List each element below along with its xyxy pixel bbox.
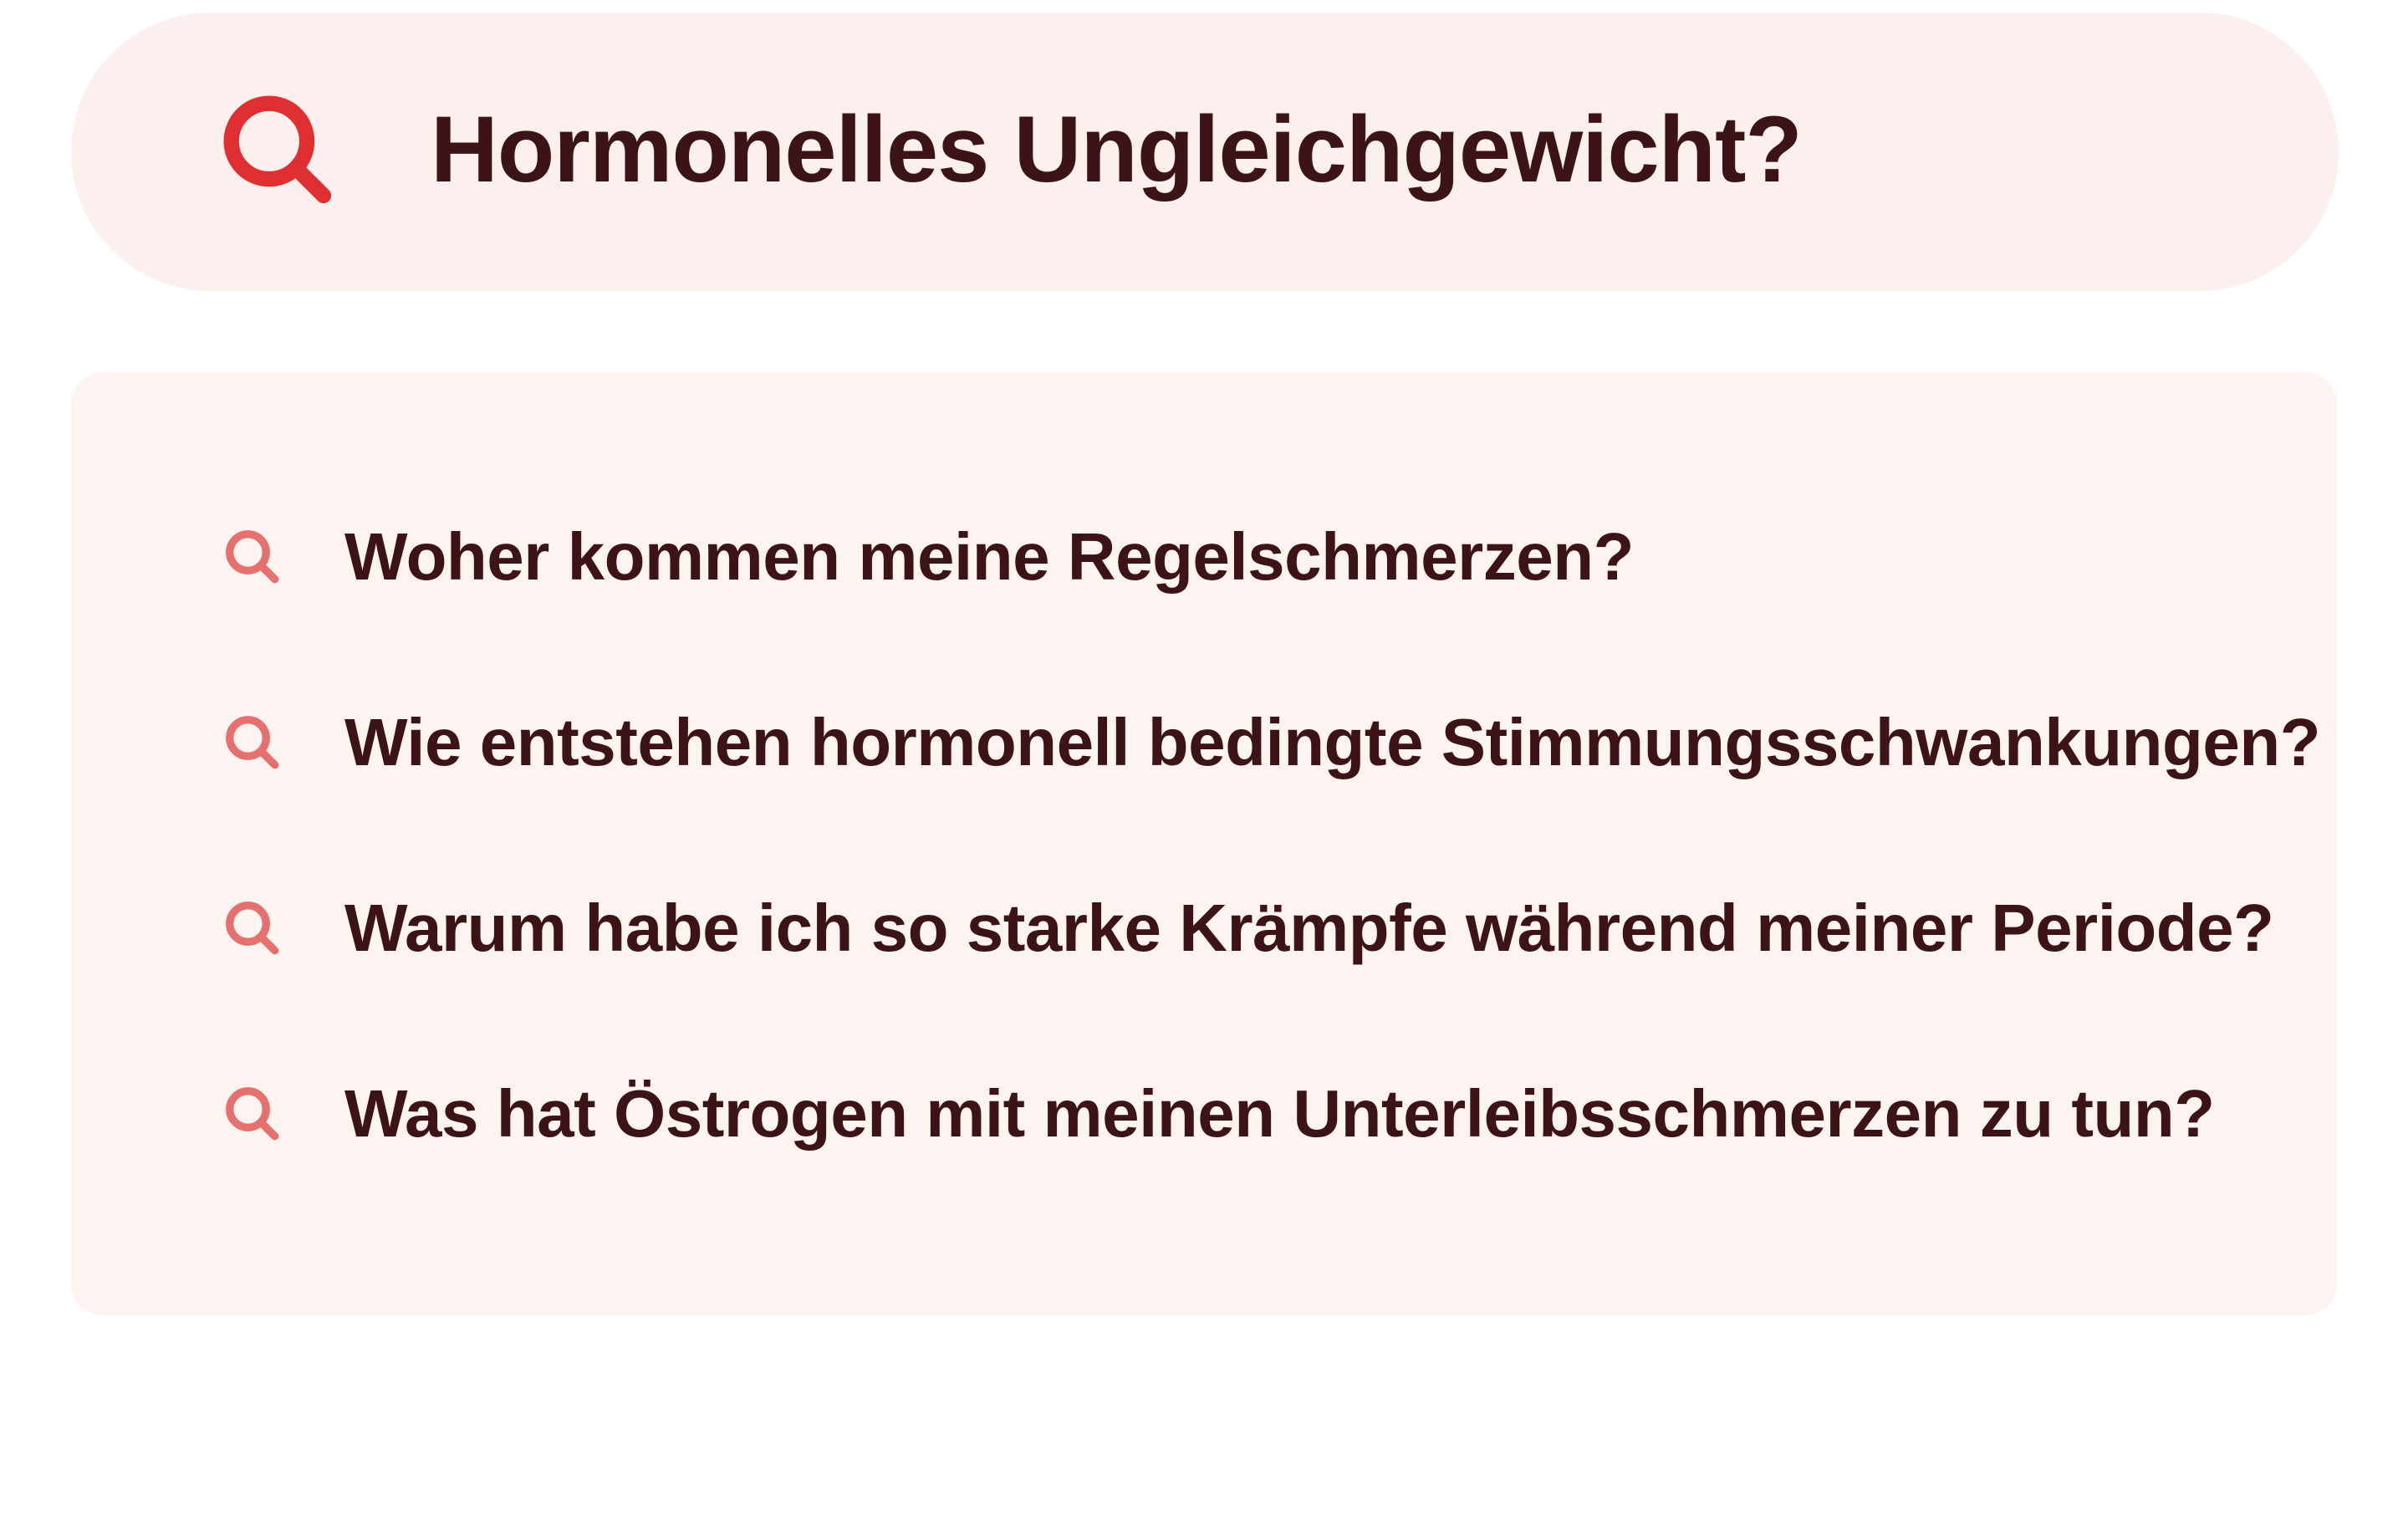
suggestion-item[interactable] xyxy=(224,1078,2287,1153)
search-icon[interactable] xyxy=(222,94,339,211)
search-icon xyxy=(224,529,284,589)
search-icon xyxy=(224,900,284,960)
suggestion-item[interactable] xyxy=(224,521,2287,596)
search-icon xyxy=(224,714,284,774)
suggestion-label: Warum habe ich so starke Krämpfe während meiner Periode? xyxy=(344,891,2274,965)
suggestion-label: Was hat Östrogen mit meinen Unterleibsschmerzen zu tun? xyxy=(344,1076,2215,1151)
suggestion-item[interactable] xyxy=(224,705,2321,782)
search-query-text: Hormonelles Ungleichgewicht? xyxy=(431,96,1802,202)
search-input[interactable] xyxy=(71,13,2339,291)
suggestion-item[interactable] xyxy=(224,892,2287,968)
suggestion-label: Woher kommen meine Regelschmerzen? xyxy=(344,519,1634,594)
search-icon xyxy=(224,1085,284,1146)
suggestion-label: Wie entstehen hormonell bedingte Stimmungsschwankungen? xyxy=(344,705,2321,779)
search-suggestions-panel xyxy=(71,372,2337,1315)
